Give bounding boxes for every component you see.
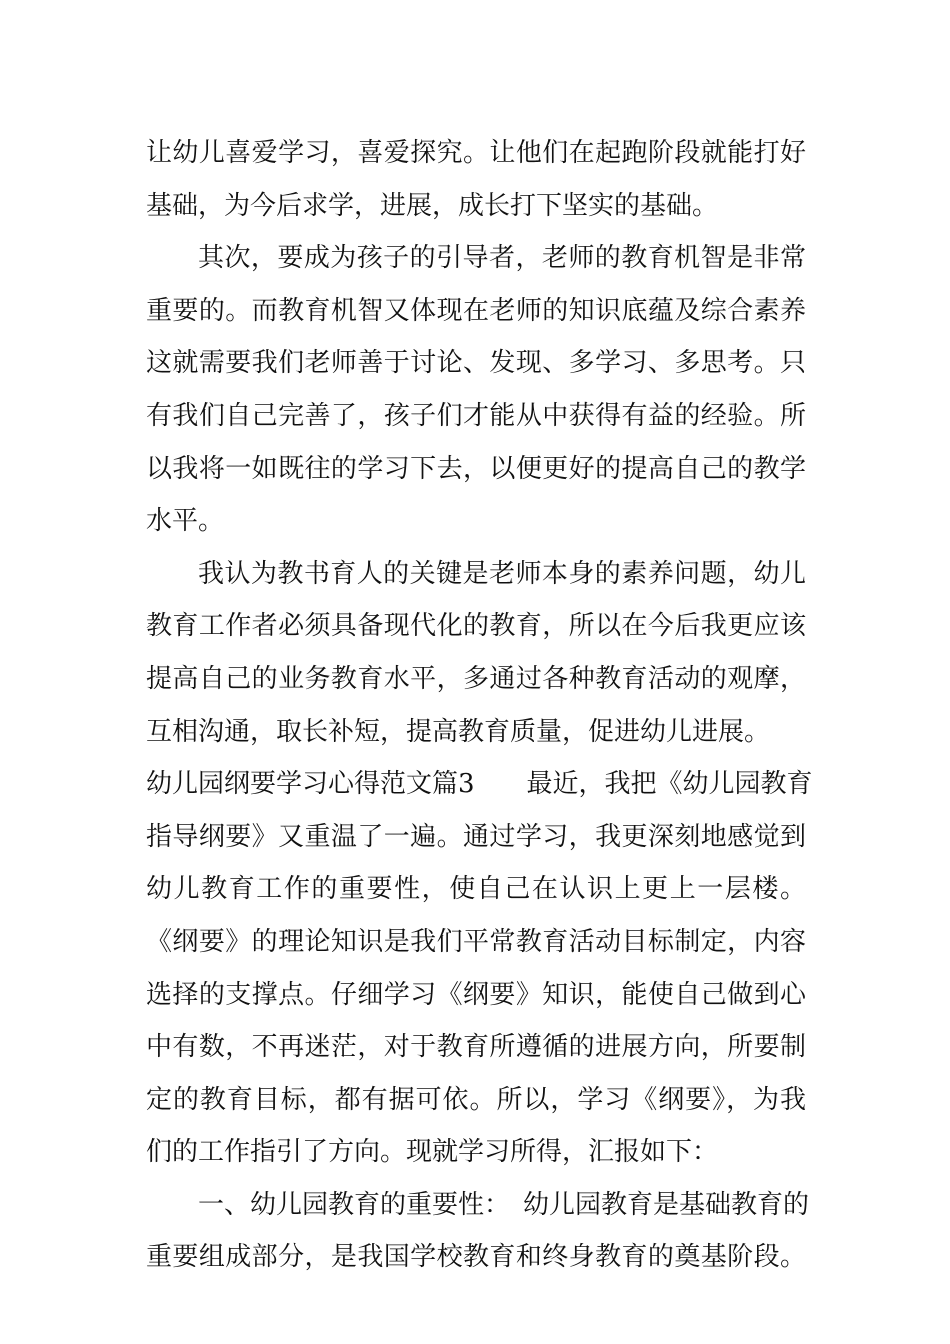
text-line: 水平。 bbox=[146, 506, 225, 537]
text-line: 提高自己的业务教育水平，多通过各种教育活动的观摩， bbox=[146, 663, 806, 694]
text-line: 指导纲要》又重温了一遍。通过学习，我更深刻地感觉到 bbox=[146, 821, 806, 852]
text-line: 重要组成部分，是我国学校教育和终身教育的奠基阶段。 bbox=[146, 1242, 806, 1273]
text-line: 一、幼儿园教育的重要性： 幼儿园教育是基础教育的 bbox=[198, 1189, 810, 1220]
text-line: 选择的支撑点。仔细学习《纲要》知识，能使自己做到心 bbox=[146, 979, 806, 1010]
text-line: 这就需要我们老师善于讨论、发现、多学习、多思考。只 bbox=[146, 348, 806, 379]
text-line: 幼儿教育工作的重要性，使自己在认识上更上一层楼。 bbox=[146, 874, 806, 905]
text-line: 其次，要成为孩子的引导者，老师的教育机智是非常 bbox=[198, 243, 806, 274]
text-line: 有我们自己完善了，孩子们才能从中获得有益的经验。所 bbox=[146, 400, 806, 431]
text-line: 幼儿园纲要学习心得范文篇3 最近，我把《幼儿园教育 bbox=[146, 769, 813, 800]
document-body bbox=[146, 127, 813, 1284]
text-line: 《纲要》的理论知识是我们平常教育活动目标制定，内容 bbox=[146, 926, 806, 957]
text-line: 教育工作者必须具备现代化的教育，所以在今后我更应该 bbox=[146, 611, 806, 642]
text-line: 以我将一如既往的学习下去，以便更好的提高自己的教学 bbox=[146, 453, 806, 484]
text-line: 中有数，不再迷茫，对于教育所遵循的进展方向，所要制 bbox=[146, 1032, 806, 1063]
text-line: 让幼儿喜爱学习，喜爱探究。让他们在起跑阶段就能打好 bbox=[146, 138, 806, 168]
text-line: 们的工作指引了方向。现就学习所得，汇报如下： bbox=[146, 1137, 719, 1168]
text-line: 基础，为今后求学，进展，成长打下坚实的基础。 bbox=[146, 190, 719, 221]
text-line: 重要的。而教育机智又体现在老师的知识底蕴及综合素养 bbox=[146, 295, 806, 326]
text-line: 互相沟通，取长补短，提高教育质量，促进幼儿进展。 bbox=[146, 716, 771, 747]
text-line: 定的教育目标，都有据可依。所以，学习《纲要》，为我 bbox=[146, 1084, 806, 1115]
text-line: 我认为教书育人的关键是老师本身的素养问题，幼儿 bbox=[198, 558, 806, 589]
